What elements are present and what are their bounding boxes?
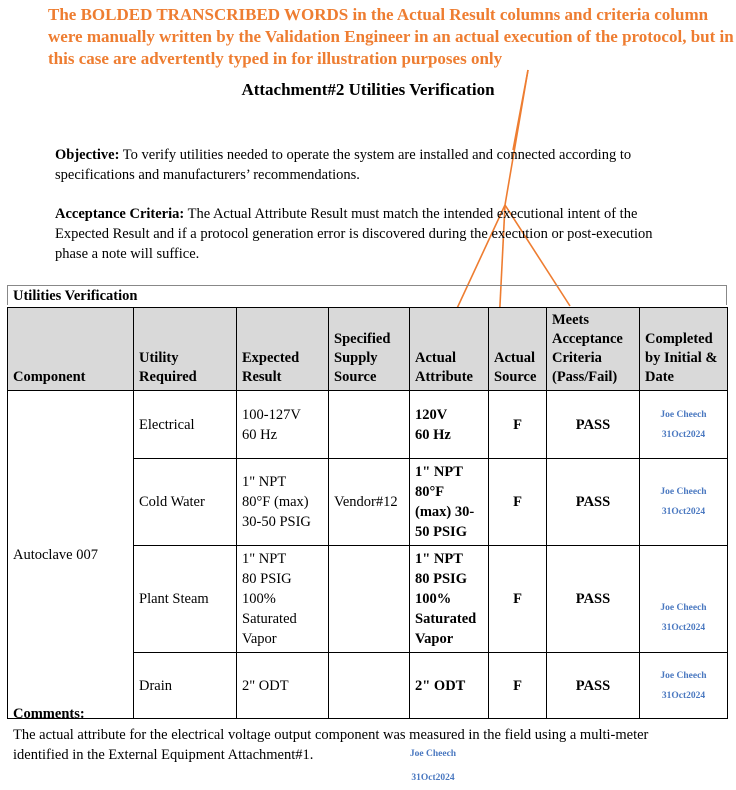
supply-source-cell — [329, 391, 410, 459]
header-completed-by: Completed by Initial & Date — [640, 308, 728, 391]
utility-cell: Drain — [134, 653, 237, 719]
supply-source-cell: Vendor#12 — [329, 459, 410, 546]
signature-date: 31Oct2024 — [411, 773, 455, 783]
actual-attribute-cell: 2" ODT — [410, 653, 489, 719]
completed-signature-cell — [640, 391, 728, 459]
supply-source-cell — [329, 653, 410, 719]
signature-date: 31Oct2024 — [661, 622, 706, 633]
actual-attribute-cell: 1" NPT 80 PSIG 100% Saturated Vapor — [410, 546, 489, 653]
supply-source-cell — [329, 546, 410, 653]
actual-source-cell: F — [489, 546, 547, 653]
expected-result-cell: 100-127V 60 Hz — [237, 391, 329, 459]
acceptance-result-cell: PASS — [547, 391, 640, 459]
completed-signature-cell — [640, 653, 728, 719]
header-specified-supply-source: Specified Supply Source — [329, 308, 410, 391]
utility-cell: Electrical — [134, 391, 237, 459]
header-component: Component — [8, 308, 134, 391]
acceptance-criteria-label: Acceptance Criteria: — [55, 206, 185, 222]
page-title: Attachment#2 Utilities Verification — [241, 80, 495, 99]
signature-name: Joe Cheech — [660, 409, 707, 420]
signature-date: 31Oct2024 — [661, 690, 706, 701]
comments-label: Comments: — [13, 706, 85, 722]
header-actual-attribute: Actual Attribute — [410, 308, 489, 391]
actual-source-cell: F — [489, 653, 547, 719]
expected-result-cell: 1" NPT 80°F (max) 30-50 PSIG — [237, 459, 329, 546]
illustration-note-banner: The BOLDED TRANSCRIBED WORDS in the Actual Result columns and criteria column were manually written by the Validation Engineer in an actual execution of the protocol, but in this case are advertently typed in for illustration purposes only — [48, 5, 734, 68]
actual-source-cell: F — [489, 391, 547, 459]
acceptance-criteria-text: The Actual Attribute Result must match the intended executional intent of the Expected Result and if a protocol generation error is discovered during the execution or post-execution phase a note will suffice. — [55, 206, 653, 262]
comments-text: The actual attribute for the electrical voltage output component was measured in the field using a multi-meter identified in the External Equipment Attachment#1. — [13, 727, 649, 763]
signature-date: 31Oct2024 — [661, 507, 706, 517]
table-caption: Utilities Verification — [7, 285, 727, 305]
comments-signature — [398, 742, 468, 790]
component-cell: Autoclave 007 — [8, 391, 134, 719]
actual-source-cell: F — [489, 459, 547, 546]
expected-result-cell: 2" ODT — [237, 653, 329, 719]
signature-name: Joe Cheech — [660, 670, 707, 681]
header-utility-required: Utility Required — [134, 308, 237, 391]
signature-name: Joe Cheech — [660, 487, 707, 497]
completed-signature-cell — [640, 546, 728, 653]
acceptance-result-cell: PASS — [547, 653, 640, 719]
acceptance-result-cell: PASS — [547, 459, 640, 546]
acceptance-result-cell: PASS — [547, 546, 640, 653]
header-acceptance-criteria: Meets Acceptance Criteria (Pass/Fail) — [547, 308, 640, 391]
utility-cell: Plant Steam — [134, 546, 237, 653]
signature-name: Joe Cheech — [660, 602, 707, 613]
actual-attribute-cell: 120V 60 Hz — [410, 391, 489, 459]
actual-attribute-cell: 1" NPT 80°F (max) 30- 50 PSIG — [410, 459, 489, 546]
objective-paragraph — [55, 145, 685, 185]
signature-name: Joe Cheech — [409, 749, 457, 759]
table-header-row — [8, 308, 728, 391]
objective-label: Objective: — [55, 147, 120, 163]
completed-signature-cell — [640, 459, 728, 546]
objective-text: To verify utilities needed to operate the system are installed and connected according to specifications and manufacturers’ recommendations. — [55, 147, 632, 183]
acceptance-criteria-paragraph — [55, 204, 685, 264]
utilities-verification-table — [7, 307, 728, 719]
utility-cell: Cold Water — [134, 459, 237, 546]
expected-result-cell: 1" NPT 80 PSIG 100% Saturated Vapor — [237, 546, 329, 653]
table-row — [8, 391, 728, 459]
signature-date: 31Oct2024 — [661, 429, 706, 440]
header-expected-result: Expected Result — [237, 308, 329, 391]
header-actual-source: Actual Source — [489, 308, 547, 391]
